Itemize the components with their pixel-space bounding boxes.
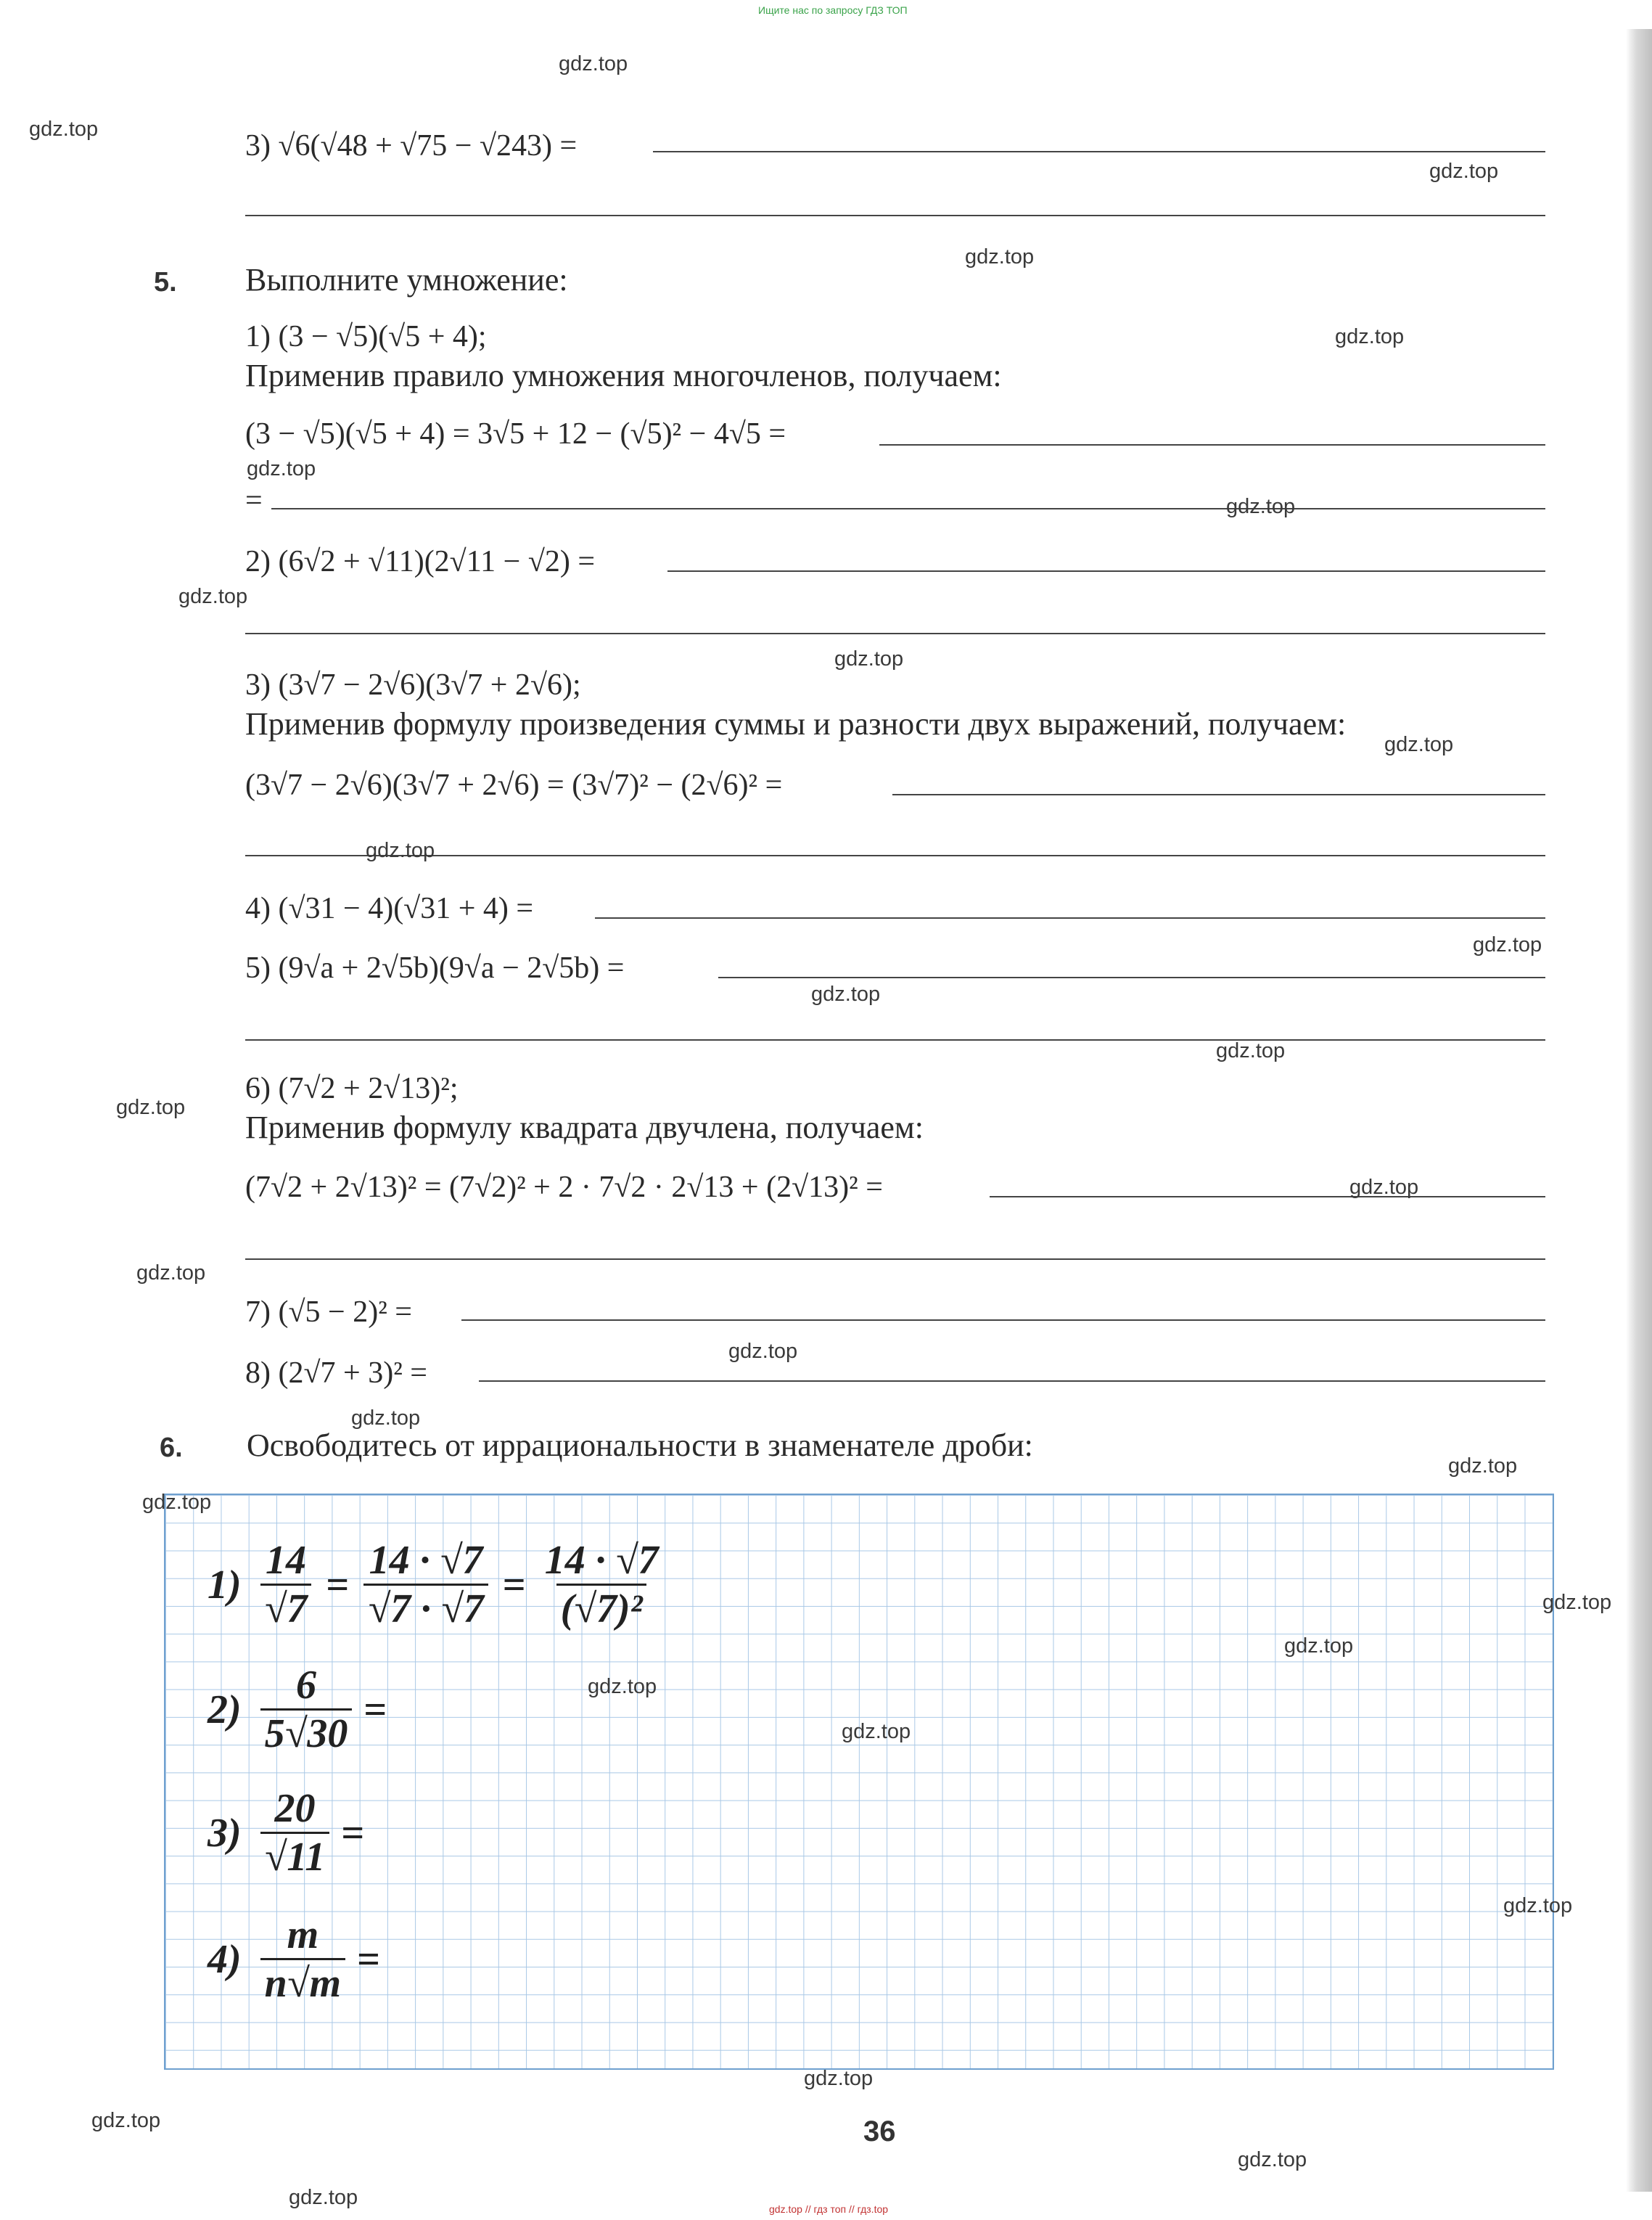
answer-line[interactable] <box>879 444 1545 446</box>
numerator: 20 <box>274 1786 316 1831</box>
answer-line[interactable] <box>245 1258 1545 1260</box>
problem-6-number: 6. <box>160 1433 183 1463</box>
watermark: gdz.top <box>1238 2148 1307 2171</box>
watermark: gdz.top <box>29 118 99 141</box>
numerator: 14 · √7 <box>544 1538 659 1583</box>
answer-line[interactable] <box>653 151 1545 152</box>
heading-text: Освободитесь от иррациональности в знаменателе дроби: <box>247 1428 1033 1463</box>
watermark: gdz.top <box>1429 160 1499 183</box>
fraction <box>260 1912 345 2007</box>
equation-text: (3√7 − 2√6)(3√7 + 2√6) = (3√7)² − (2√6)² = <box>245 769 783 802</box>
equation-text: (3 − √5)(√5 + 4) = 3√5 + 12 − (√5)² − 4√5 = <box>245 417 786 451</box>
watermark: gdz.top <box>1473 933 1542 957</box>
fraction <box>541 1537 663 1632</box>
equation-text: (7√2 + 2√13)² = (7√2)² + 2 · 7√2 · 2√13 + (2√13)² = <box>245 1171 883 1204</box>
watermark: gdz.top <box>178 585 248 608</box>
answer-line[interactable] <box>271 508 1545 509</box>
answer-line[interactable] <box>245 633 1545 634</box>
denominator: √11 <box>260 1832 330 1880</box>
bottom-note: gdz.top // гдз топ // гдз.top <box>769 2203 889 2215</box>
answer-line[interactable] <box>990 1196 1545 1197</box>
item-label: 4) <box>207 1936 242 1982</box>
denominator: n√m <box>260 1958 345 2007</box>
expression-text: 5) (9√a + 2√5b)(9√a − 2√5b) = <box>245 951 625 985</box>
watermark: gdz.top <box>1335 325 1405 348</box>
watermark: gdz.top <box>1216 1039 1286 1062</box>
watermark: gdz.top <box>588 1675 657 1698</box>
numerator: 14 · √7 <box>369 1538 483 1583</box>
answer-line[interactable] <box>245 1039 1545 1041</box>
denominator: 5√30 <box>260 1708 353 1757</box>
watermark: gdz.top <box>289 2186 358 2209</box>
fraction <box>260 1662 353 1757</box>
fraction <box>363 1537 488 1632</box>
watermark: gdz.top <box>842 1720 911 1743</box>
expression-text: 1) (3 − √5)(√5 + 4); <box>245 320 487 353</box>
heading-text: Выполните умножение: <box>245 262 568 298</box>
expression-text: 6) (7√2 + 2√13)²; <box>245 1072 459 1105</box>
answer-line[interactable] <box>245 855 1545 856</box>
page-number: 36 <box>863 2115 896 2147</box>
expression-text: 7) (√5 − 2)² = <box>245 1295 412 1329</box>
numerator: m <box>287 1912 319 1957</box>
watermark: gdz.top <box>91 2109 161 2132</box>
watermark: gdz.top <box>811 983 881 1006</box>
equals-sign: = <box>245 484 263 517</box>
watermark: gdz.top <box>142 1491 212 1514</box>
watermark: gdz.top <box>116 1096 186 1119</box>
watermark: gdz.top <box>247 457 316 480</box>
watermark: gdz.top <box>965 245 1035 269</box>
watermark: gdz.top <box>351 1406 421 1430</box>
grid-item-3 <box>207 1785 371 1880</box>
answer-line[interactable] <box>595 917 1545 919</box>
watermark: gdz.top <box>1448 1454 1518 1478</box>
watermark: gdz.top <box>1503 1894 1573 1917</box>
numerator: 6 <box>296 1663 317 1708</box>
hint-text: Применив формулу квадрата двучлена, получаем: <box>245 1110 924 1145</box>
item-label: 3) <box>207 1810 242 1856</box>
watermark: gdz.top <box>834 647 904 671</box>
fraction <box>260 1785 330 1880</box>
denominator: √7 · √7 <box>363 1584 488 1632</box>
expression-text: 3) (3√7 − 2√6)(3√7 + 2√6); <box>245 668 581 702</box>
answer-line[interactable] <box>479 1380 1545 1382</box>
answer-line[interactable] <box>718 977 1545 978</box>
denominator: (√7)² <box>556 1584 647 1632</box>
answer-line[interactable] <box>461 1319 1545 1321</box>
hint-text: Применив формулу произведения суммы и разности двух выражений, получаем: <box>245 706 1347 742</box>
watermark: gdz.top <box>136 1261 206 1285</box>
item-label: 2) <box>207 1687 242 1732</box>
grid-item-1 <box>207 1537 667 1632</box>
answer-line[interactable] <box>667 570 1545 572</box>
equals-sign: = <box>357 1936 381 1982</box>
watermark: gdz.top <box>804 2067 874 2090</box>
grid-item-2 <box>207 1662 394 1757</box>
watermark: gdz.top <box>1349 1176 1419 1199</box>
top-note: Ищите нас по запросу ГДЗ ТОП <box>758 4 908 16</box>
equals-sign: = <box>502 1562 526 1607</box>
watermark: gdz.top <box>1226 495 1296 518</box>
page-edge-shadow <box>1626 29 1652 2192</box>
watermark: gdz.top <box>366 839 435 862</box>
expression-text: 2) (6√2 + √11)(2√11 − √2) = <box>245 545 596 578</box>
expression-text: 4) (√31 − 4)(√31 + 4) = <box>245 892 534 925</box>
grid-item-4 <box>207 1912 387 2007</box>
watermark: gdz.top <box>1542 1591 1612 1614</box>
watermark: gdz.top <box>1284 1634 1354 1658</box>
denominator: √7 <box>260 1584 312 1632</box>
item-label: 1) <box>207 1562 242 1607</box>
equals-sign: = <box>341 1810 365 1856</box>
equals-sign: = <box>363 1687 387 1732</box>
answer-line[interactable] <box>245 215 1545 216</box>
problem-5-number: 5. <box>154 267 177 298</box>
watermark: gdz.top <box>559 52 628 75</box>
expression-text: 3) √6(√48 + √75 − √243) = <box>245 129 578 163</box>
hint-text: Применив правило умножения многочленов, получаем: <box>245 358 1002 393</box>
expression-text: 8) (2√7 + 3)² = <box>245 1356 427 1390</box>
numerator: 14 <box>266 1538 307 1583</box>
fraction <box>260 1537 312 1632</box>
equals-sign: = <box>326 1562 350 1607</box>
watermark: gdz.top <box>1384 733 1454 756</box>
watermark: gdz.top <box>728 1340 798 1363</box>
answer-line[interactable] <box>892 794 1545 795</box>
